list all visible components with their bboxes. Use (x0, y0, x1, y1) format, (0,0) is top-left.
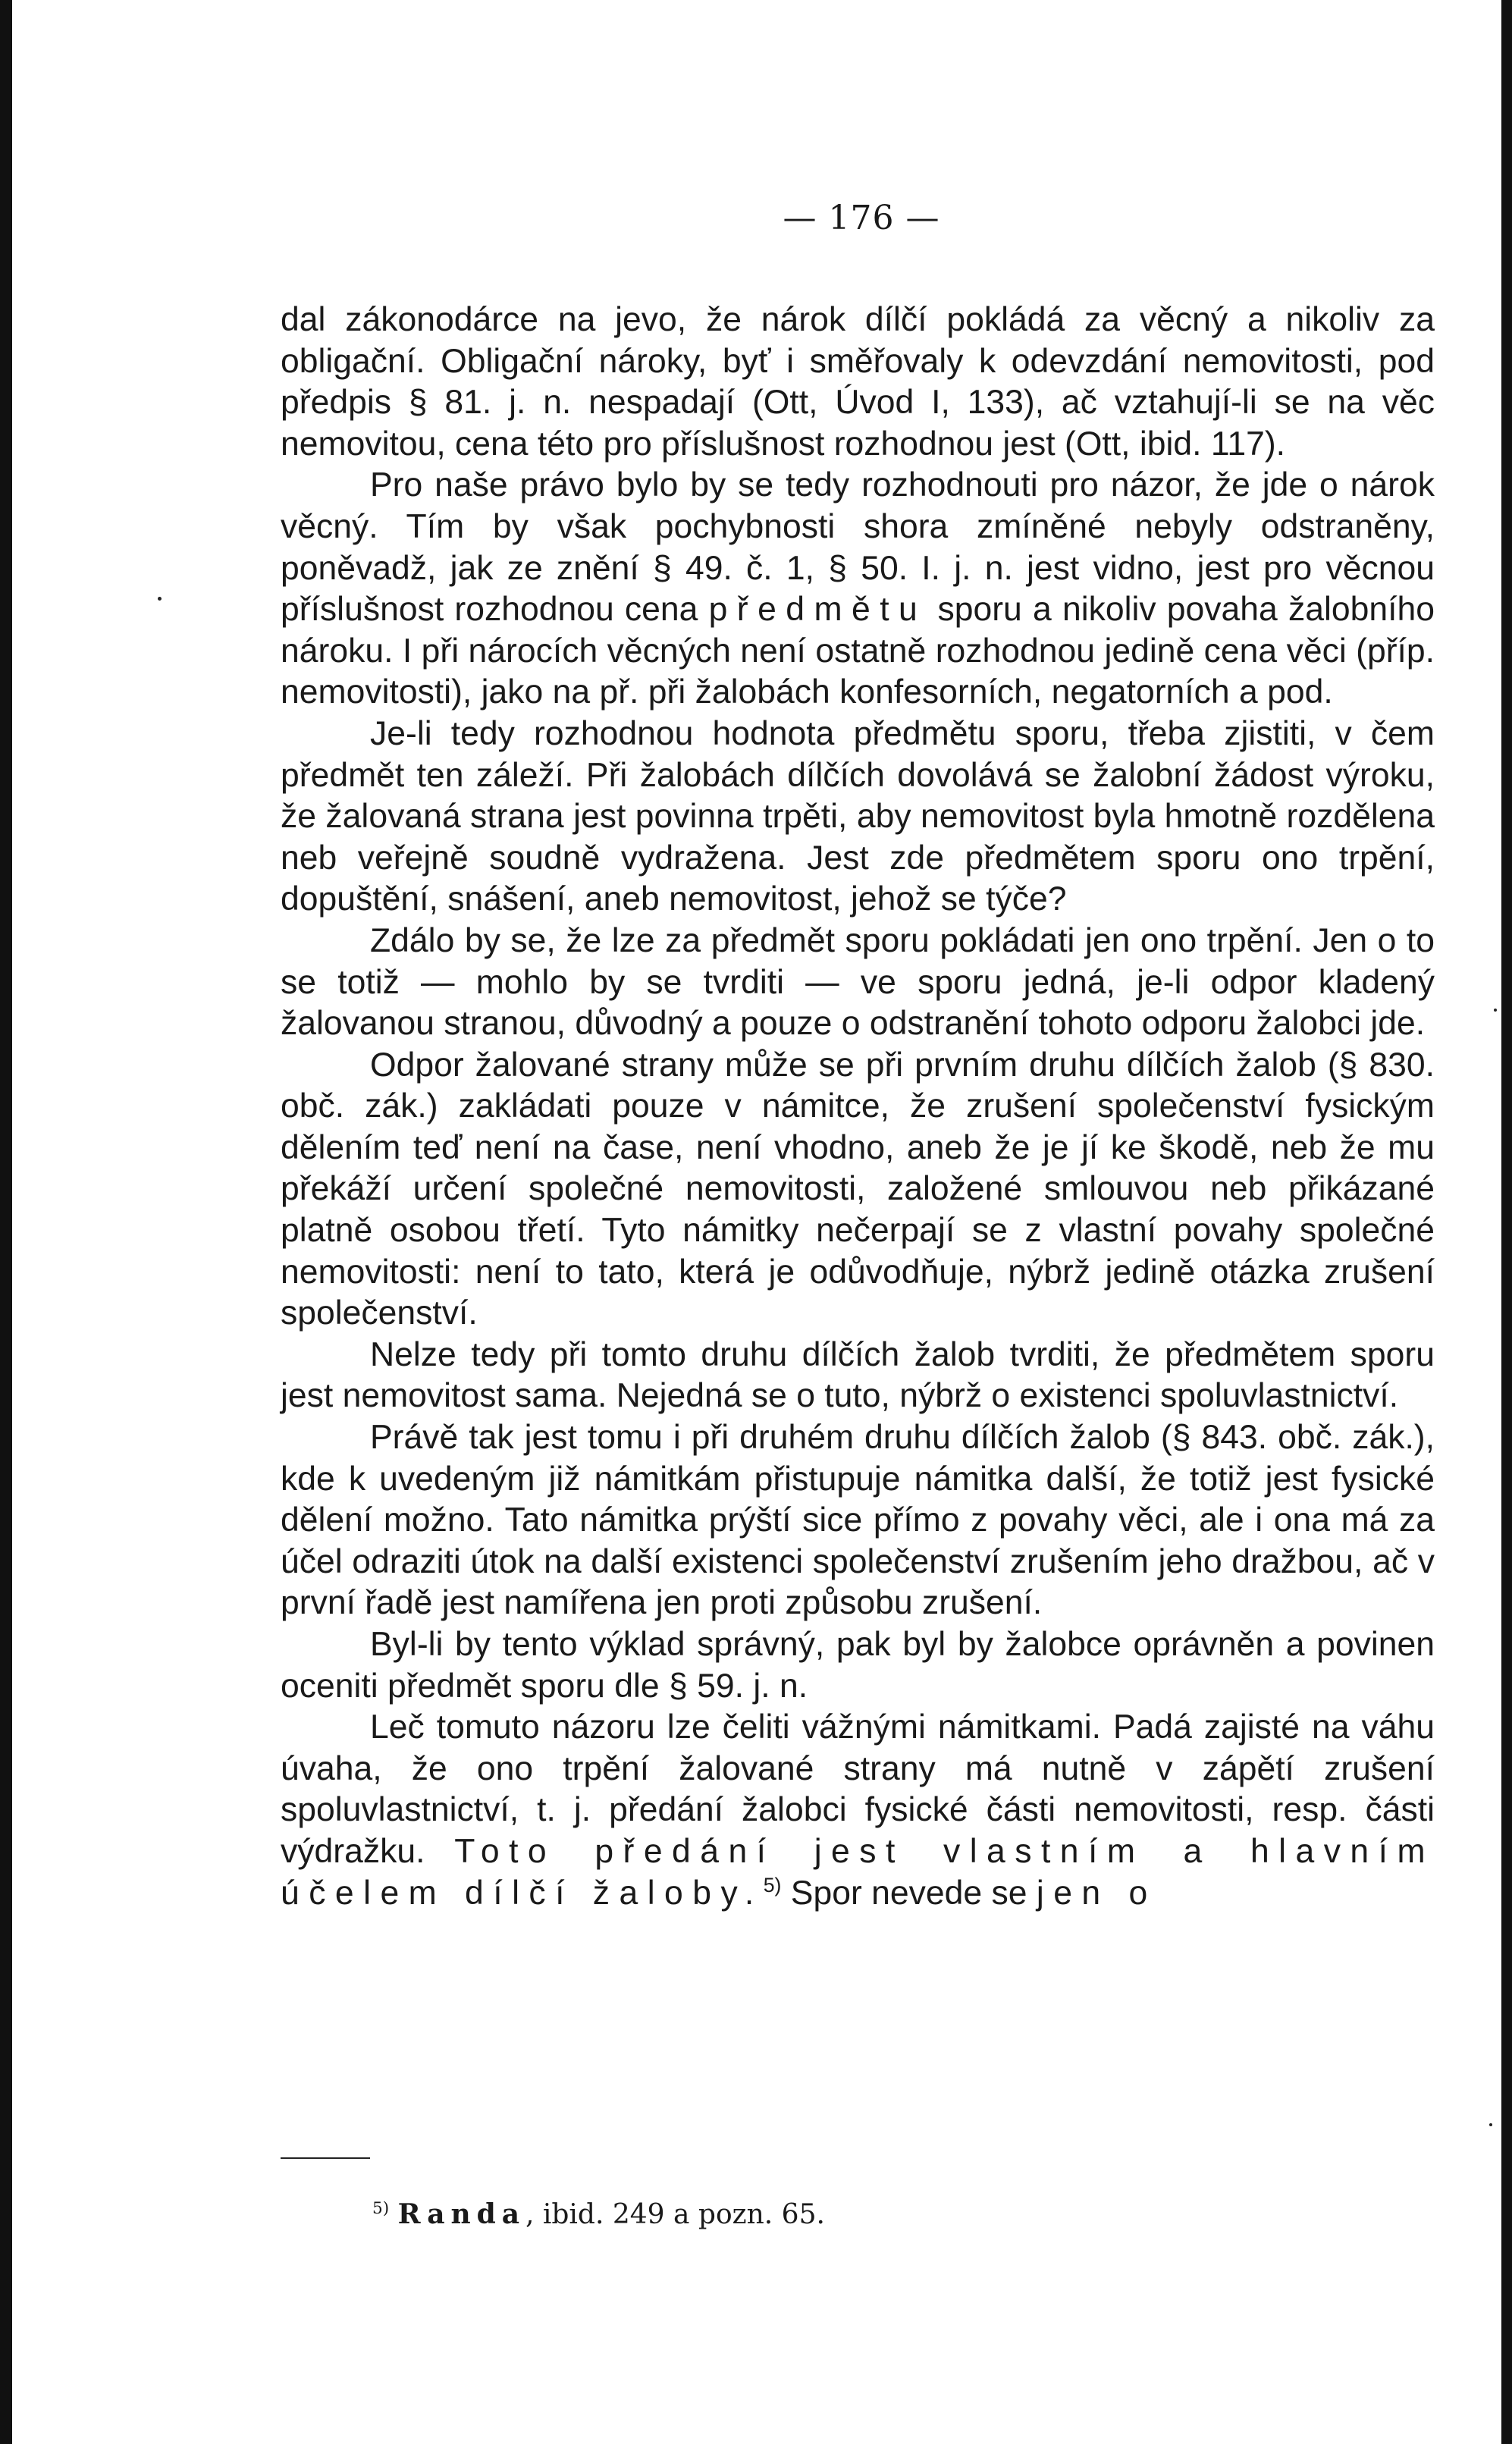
text-run: Leč tomuto názoru lze čeliti vážnými námitkami. Padá zajisté na váhu úvaha, že ono trpění žalované strany má nutně v zápětí zrušení spoluvlastnictví, t. j. předání žalobci fysické části nemovitosti, resp. části výdražku. (281, 1708, 1435, 1870)
paragraph: Byl-li by tento výklad správný, pak byl by žalobce oprávněn a povinen oceniti předmět sporu dle § 59. j. n. (281, 1626, 1435, 1705)
emphasized-text: předmětu (708, 591, 927, 629)
scan-speck (1489, 2123, 1492, 2126)
paragraph (281, 465, 1435, 714)
paragraph: dal zákonodárce na jevo, že nárok dílčí pokládá za věcný a nikoliv za obligační. Obligační nároky, byť i směřovaly k odevzdání nemovitosti, pod předpis § 81. j. n. nespadají (Ott, Úvod I, 133), ač vztahují-li se na věc nemovitou, cena této pro příslušnost rozhodnou jest (Ott, ibid. 117). (281, 301, 1435, 463)
text-run: Spor nevede se (781, 1874, 1037, 1912)
emphasized-text: Toto předání jest vlastním a hlavním účelem dílčí žaloby. (281, 1832, 1435, 1912)
page-number: — 176 — (783, 199, 940, 237)
footnote-author: Randa (397, 2198, 525, 2230)
scan-speck (1494, 1009, 1497, 1012)
scan-edge-left (0, 0, 12, 2444)
footnote-text: , ibid. 249 a pozn. 65. (525, 2199, 825, 2230)
paragraph (281, 1707, 1435, 1914)
text-run: Pro naše právo bylo by se tedy rozhodnouti pro názor, že jde o nárok věcný. Tím by však pochybnosti shora zmíněné nebyly odstraněny, poněvadž, jak ze znění § 49. č. 1, § 50. I. j. n. jest vidno, jest pro věcnou příslušnost rozhodnou cena (281, 466, 1435, 629)
scan-speck (158, 597, 162, 601)
scan-edge-right (1501, 0, 1512, 2444)
footnote-separator (281, 2157, 370, 2159)
paragraph: Je-li tedy rozhodnou hodnota předmětu sporu, třeba zjistiti, v čem předmět ten záleží. Při žalobách dílčích dovolává se žalobní žádost výroku, že žalovaná strana jest povinna trpěti, aby nemovitost byla hmotně rozdělena neb veřejně soudně vydražena. Jest zde předmětem sporu ono trpění, dopuštění, snášení, aneb nemovitost, jehož se týče? (281, 714, 1435, 918)
body-text (281, 300, 1435, 1914)
paragraph: Nelze tedy při tomto druhu dílčích žalob tvrditi, že předmětem sporu jest nemovitost sama. Nejedná se o tuto, nýbrž o existenci spoluvlastnictví. (281, 1335, 1435, 1415)
paragraph: Právě tak jest tomu i při druhém druhu dílčích žalob (§ 843. obč. zák.), kde k uvedeným již námitkám přistupuje námitka další, že totiž jest fysické dělení možno. Tato námitka prýští sice přímo z povahy věci, ale i ona má za účel odraziti útok na další existenci společenství zrušením jeho dražbou, ač v první řadě jest namířena jen proti způsobu zrušení. (281, 1419, 1435, 1622)
paragraph: Odpor žalované strany může se při prvním druhu dílčích žalob (§ 830. obč. zák.) zakládati pouze v námitce, že zrušení společenství fysickým dělením teď není na čase, není vhodno, aneb že je jí ke škodě, neb že mu překáží určení společné nemovitosti, založené smlouvou neb přikázané platně osobou třetí. Tyto námitky nečerpají se z vlastní povahy společné nemovitosti: není to tato, která je odůvodňuje, nýbrž jedině otázka zrušení společenství. (281, 1046, 1435, 1332)
paragraph: Zdálo by se, že lze za předmět sporu pokládati jen ono trpění. Jen o to se totiž — mohlo by se tvrditi — ve sporu jedná, je-li odpor kladený žalovanou stranou, důvodný a pouze o odstranění tohoto odporu žalobci jde. (281, 921, 1435, 1043)
footnote-reference: 5) (763, 1873, 782, 1897)
emphasized-text: jen o (1036, 1874, 1157, 1912)
book-page (12, 0, 1501, 2444)
footnote (372, 2198, 825, 2232)
footnote-marker: 5) (372, 2199, 390, 2218)
text-run: sporu a nikoliv povaha žalobního nároku. I při nárocích věcných není ostatně rozhodnou jedině cena věci (příp. nemovitosti), jako na př. při žalobách konfesorních, negatorních a pod. (281, 591, 1435, 711)
